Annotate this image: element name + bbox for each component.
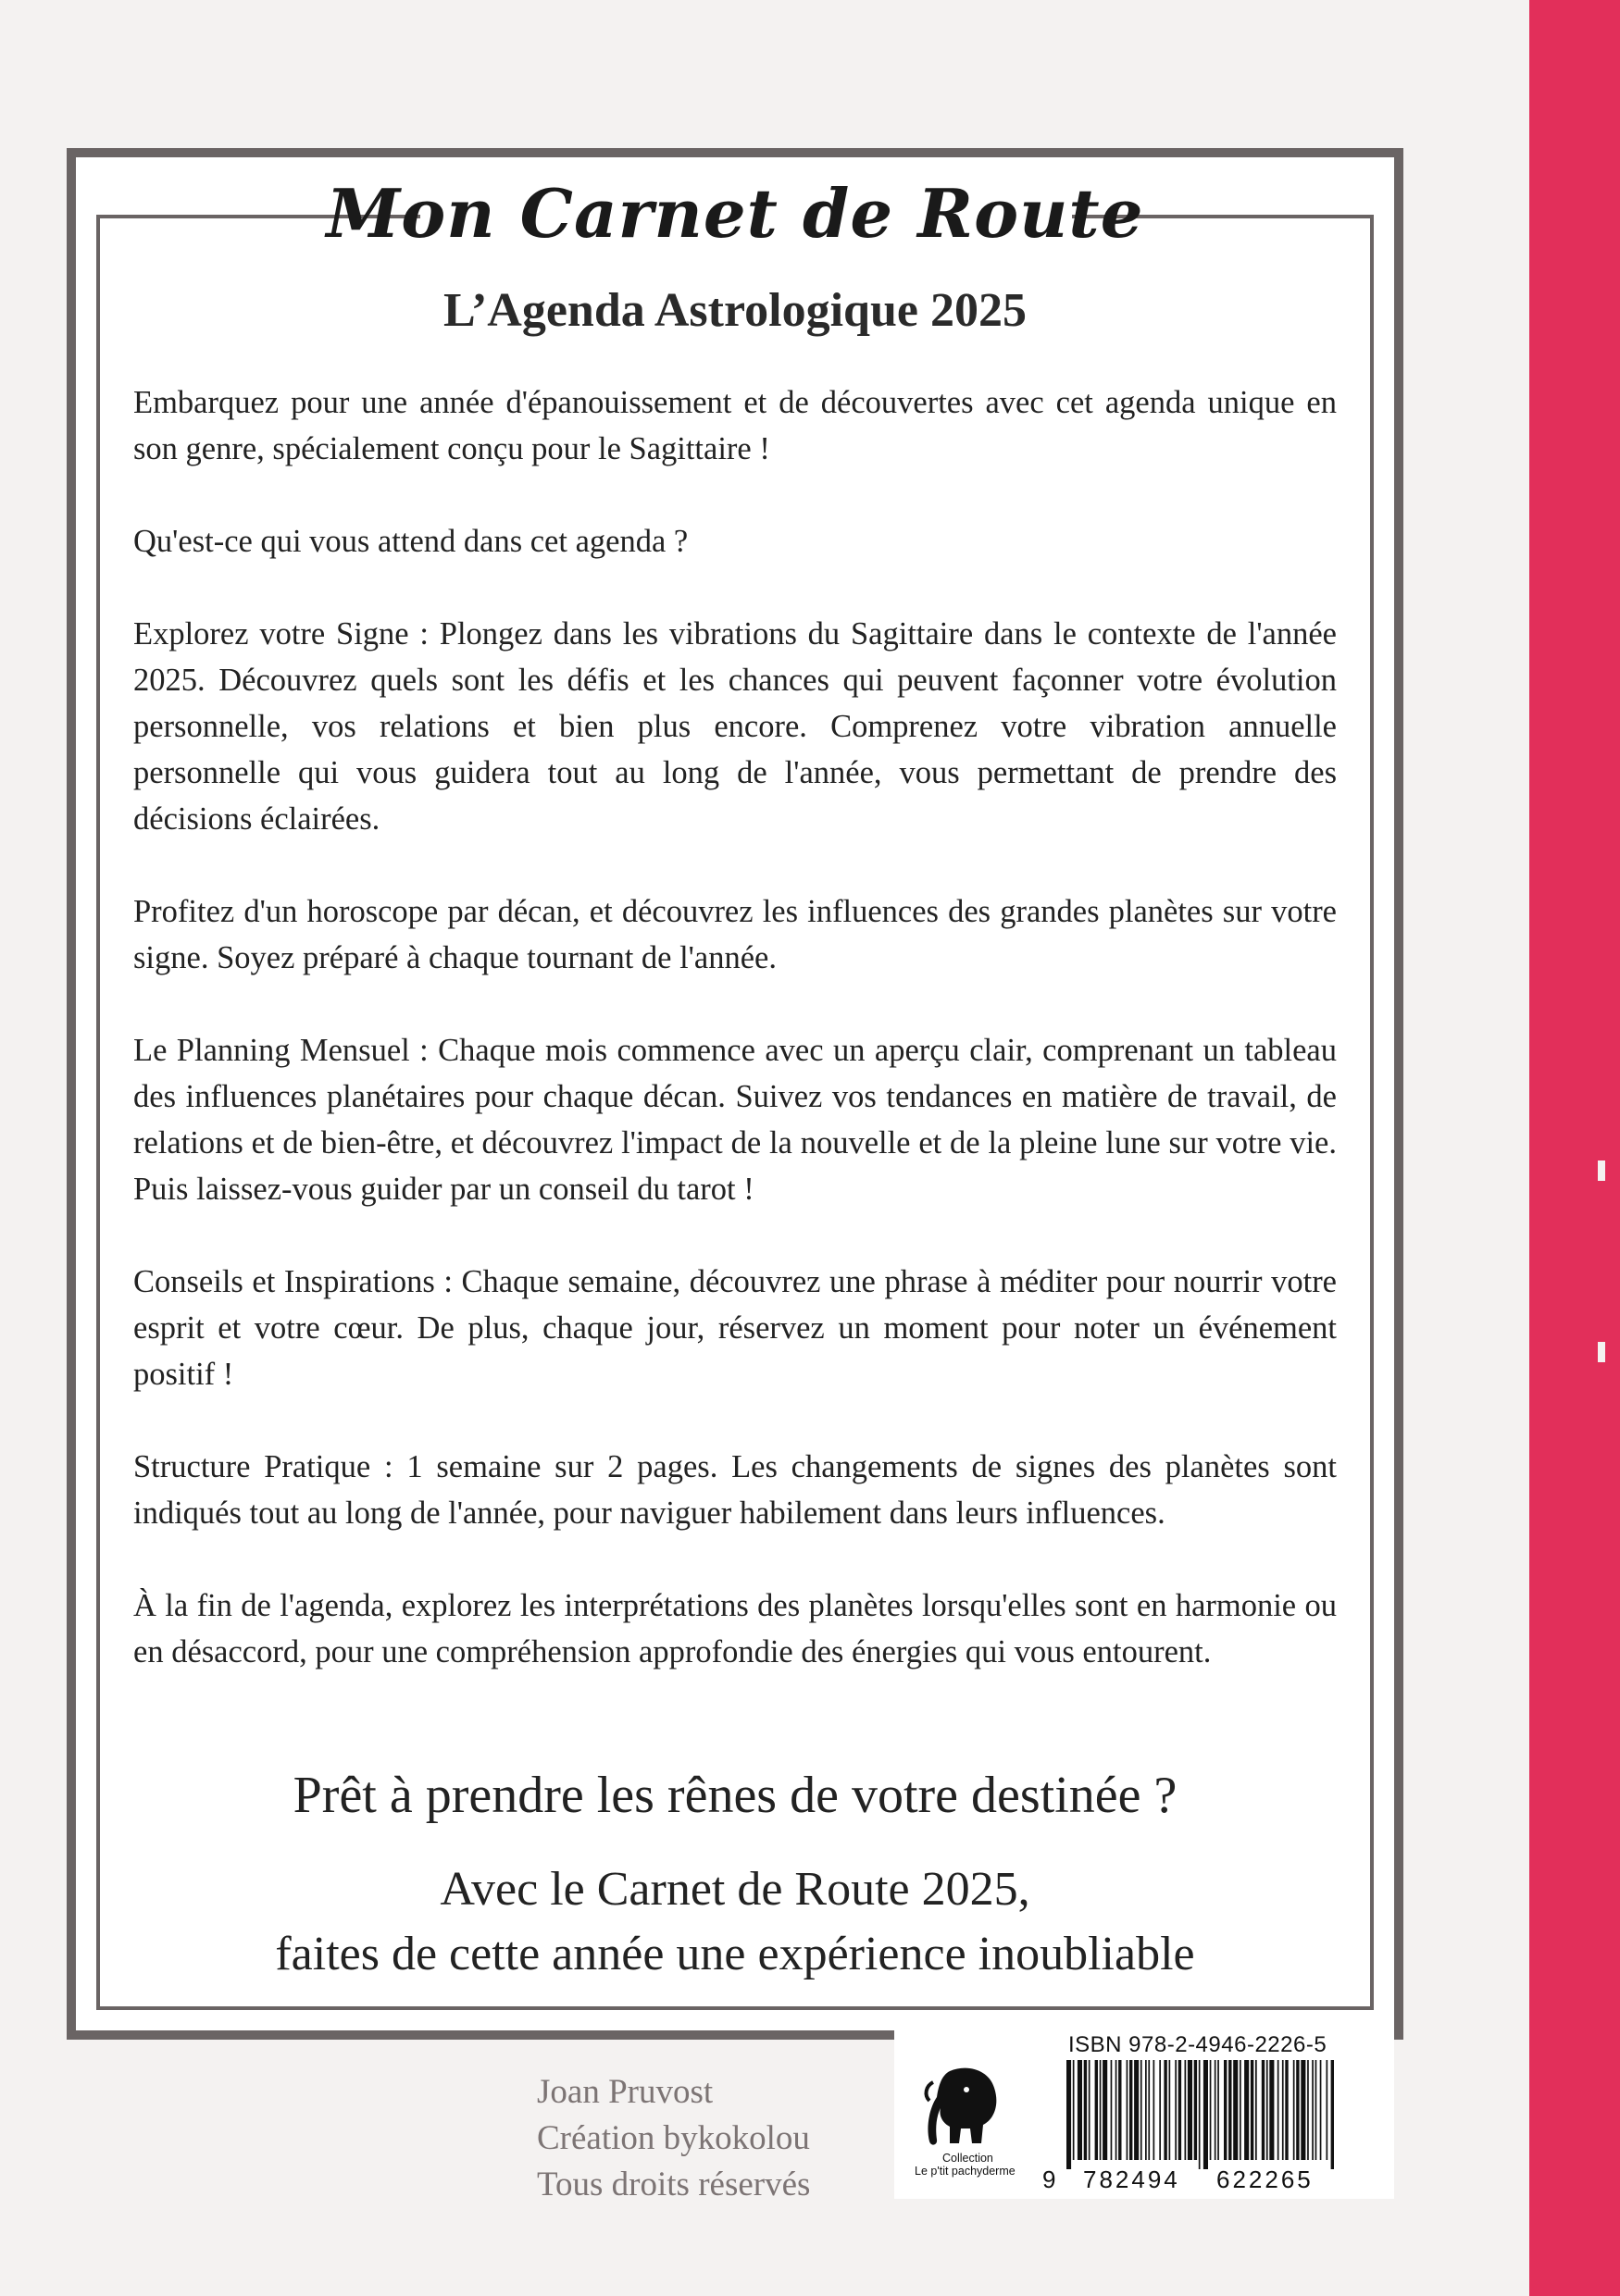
paragraph-sign: Explorez votre Signe : Plongez dans les vibrations du Sagittaire dans le contexte de l'année 2025. Découvrez quels sont les défis et les chances qui peuvent façonner votre évolution personnelle, vos relations et bien plus encore. Comprenez votre vibration annuelle personnelle qui vous guidera tout au long de l'année, vous permettant de prendre des décisions éclairées. <box>133 616 1337 837</box>
design-credit: Création bykokolou <box>537 2119 810 2157</box>
author-name: Joan Pruvost <box>537 2073 714 2111</box>
book-title: Mon Carnet de Route <box>326 174 1144 253</box>
spine-band <box>1529 0 1620 2296</box>
barcode-panel <box>894 2029 1394 2199</box>
closing-line-2: faites de cette année une expérience inoubliable <box>275 1928 1195 1980</box>
paragraph-question: Qu'est-ce qui vous attend dans cet agenda ? <box>133 524 689 559</box>
collection-name: Le p'tit pachyderme <box>915 2165 1016 2178</box>
credits <box>537 2069 810 2208</box>
paragraph-inspirations: Conseils et Inspirations : Chaque semaine, découvrez une phrase à méditer pour nourrir votre esprit et votre cœur. De plus, chaque jour, réservez un moment pour noter un événement positif ! <box>133 1264 1337 1392</box>
description <box>133 379 1337 1675</box>
rights-notice: Tous droits réservés <box>537 2166 811 2203</box>
paragraph-end: À la fin de l'agenda, explorez les interprétations des planètes lorsqu'elles sont en harmonie ou en désaccord, pour une compréhension approfondie des énergies qui vous entourent. <box>133 1588 1337 1669</box>
spine-notch <box>1598 1342 1605 1362</box>
paragraph-intro: Embarquez pour une année d'épanouissement et de découvertes avec cet agenda unique en son genre, spécialement conçu pour le Sagittaire ! <box>133 385 1337 466</box>
paragraph-horoscope: Profitez d'un horoscope par décan, et découvrez les influences des grandes planètes sur votre signe. Soyez préparé à chaque tournant de l'année. <box>133 894 1337 975</box>
ean-digits-left: 782494 <box>1083 2166 1180 2193</box>
text-frame <box>67 148 1403 2040</box>
ean-digits-right: 622265 <box>1216 2166 1314 2193</box>
paragraph-planning: Le Planning Mensuel : Chaque mois commence avec un aperçu clair, comprenant un tableau des influences planétaires pour chaque décan. Suivez vos tendances en matière de travail, de relations et de bien-être, et découvrez l'impact de la nouvelle et de la pleine lune sur votre vie. Puis laissez-vous guider par un conseil du tarot ! <box>133 1033 1337 1207</box>
elephant-icon <box>913 2062 1015 2154</box>
barcode-bars <box>1066 2060 1335 2169</box>
paragraph-structure: Structure Pratique : 1 semaine sur 2 pages. Les changements de signes des planètes sont indiqués tout au long de l'année, pour naviguer habilement dans leurs influences. <box>133 1449 1337 1531</box>
book-subtitle: L’Agenda Astrologique 2025 <box>443 284 1027 337</box>
collection-label: Collection <box>942 2152 993 2165</box>
isbn-label: ISBN 978-2-4946-2226-5 <box>1068 2032 1327 2057</box>
ean-digit-lead: 9 <box>1042 2166 1056 2193</box>
closing-line-1: Avec le Carnet de Route 2025, <box>440 1863 1030 1916</box>
call-to-action-question: Prêt à prendre les rênes de votre destinée ? <box>293 1767 1178 1824</box>
spine-notch <box>1598 1160 1605 1181</box>
